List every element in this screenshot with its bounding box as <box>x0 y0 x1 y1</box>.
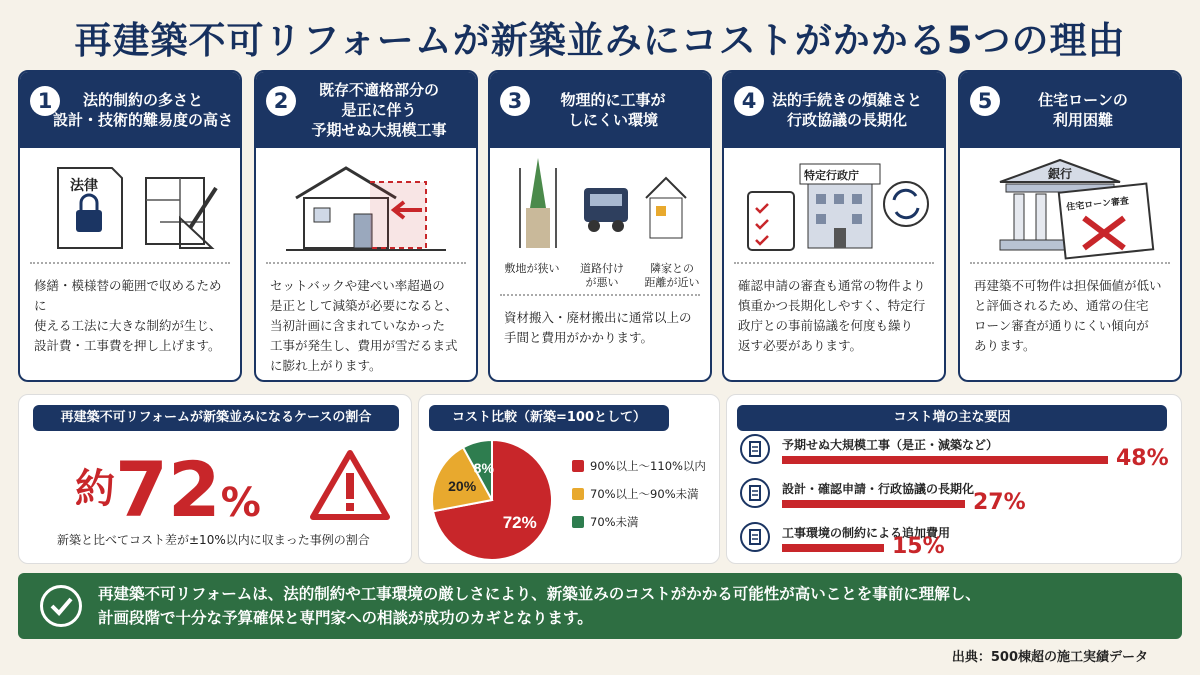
card-title: 法的制約の多さと 設計・技術的難易度の高さ <box>52 91 233 129</box>
site-conditions-icon <box>500 148 704 258</box>
legend-swatch <box>572 516 584 528</box>
cost-pie-chart <box>427 435 557 565</box>
legend-label: 70%未満 <box>590 515 639 529</box>
warning-icon <box>309 447 391 521</box>
government-building-icon <box>734 148 938 264</box>
card-body: 確認申請の審査も通常の物件より 慎重かつ長期化しやすく、特定行 政庁との事前協議を何度も繰り 返す必要があります。 <box>738 278 926 353</box>
reason-card-4 <box>722 70 946 382</box>
stat-value: 72 <box>115 445 221 534</box>
factor-value-1: 27% <box>973 490 1026 515</box>
stat-header: 再建築不可リフォームが新築並みになるケースの割合 <box>33 405 399 431</box>
law-illustration <box>30 148 230 264</box>
factor-value-0: 48% <box>1116 446 1169 471</box>
factors-header: コスト増の主な要因 <box>737 405 1167 431</box>
reason-card-2 <box>254 70 478 382</box>
pie-label-0: 72% <box>502 512 537 532</box>
card-body: 修繕・模様替の範囲で収めるために 使える工法に大きな制約が生じ、 設計費・工事費を押し上げます。 <box>34 278 222 353</box>
factor-label-2: 工事環境の制約による追加費用 <box>782 526 951 540</box>
reason-card-3 <box>488 70 712 382</box>
card-body: 再建築不可物件は担保価値が低い と評価されるため、通常の住宅 ローン審査が通りにくい傾向が あります。 <box>974 278 1162 353</box>
pie-label-1: 20% <box>448 477 477 494</box>
clipboard-icon <box>740 478 770 508</box>
card-body: 資材搬入・廃材搬出に通常以上の 手間と費用がかかります。 <box>504 310 692 345</box>
source-note: 出典：500棟超の施工実績データ <box>951 650 1148 665</box>
factor-bar-2 <box>782 544 884 552</box>
stat-unit: % <box>220 480 261 526</box>
tag-road-access: 道路付け が悪い <box>580 262 624 289</box>
legend-item-1 <box>572 486 699 502</box>
factor-value-2: 15% <box>892 534 945 559</box>
card-number: 2 <box>266 86 296 116</box>
loan-review-label: 住宅ローン審査 <box>1065 196 1130 214</box>
stat-value-group <box>75 445 261 534</box>
conclusion-banner <box>18 573 1182 639</box>
reason-card-1 <box>18 70 242 382</box>
card-header <box>490 72 710 148</box>
conclusion-text: 再建築不可リフォームは、法的制約や工事環境の厳しさにより、新築並みのコストがかかる可能性が高いことを事前に理解し、 計画段階で十分な予算確保と専門家への相談が成功のカギとなります。 <box>98 585 981 627</box>
bank-illustration <box>970 148 1170 264</box>
card-number: 5 <box>970 86 1000 116</box>
stat-caption: 新築と比べてコスト差が±10%以内に収まった事例の割合 <box>57 533 370 547</box>
card-body: セットバックや建ぺい率超過の 是正として減築が必要になると、 当初計画に含まれていなかった 工事が発生し、費用が雪だるま式 に膨れ上がります。 <box>270 278 458 373</box>
check-icon <box>40 585 82 627</box>
pie-label-2: 8% <box>473 460 494 477</box>
card-number: 4 <box>734 86 764 116</box>
legend-swatch <box>572 460 584 472</box>
stat-panel <box>18 394 412 564</box>
legend-label: 90%以上～110%以内 <box>590 459 706 473</box>
legend-label: 70%以上～90%未満 <box>590 487 699 501</box>
bank-label: 銀行 <box>1048 167 1073 181</box>
truck-icon <box>740 522 770 552</box>
site-illustration <box>500 148 700 296</box>
legend-swatch <box>572 488 584 500</box>
card-header <box>960 72 1180 148</box>
card-number: 1 <box>30 86 60 116</box>
government-illustration <box>734 148 934 264</box>
stat-prefix: 約 <box>75 466 115 512</box>
card-number: 3 <box>500 86 530 116</box>
house-illustration <box>266 148 466 264</box>
card-header <box>256 72 476 148</box>
law-document-icon <box>30 148 234 264</box>
page-title: 再建築不可リフォームが新築並みにコストがかかる5つの理由 <box>74 19 1126 62</box>
card-header <box>20 72 240 148</box>
tools-icon <box>740 434 770 464</box>
legend-item-0 <box>572 458 706 474</box>
factor-bar-0 <box>782 456 1108 464</box>
factor-bar-1 <box>782 500 965 508</box>
factor-label-1: 設計・確認申請・行政協議の長期化 <box>782 482 975 496</box>
legend-item-2 <box>572 514 639 530</box>
reason-card-5 <box>958 70 1182 382</box>
factor-label-0: 予期せぬ大規模工事（是正・減築など） <box>782 438 999 452</box>
card-title: 法的手続きの煩雑さと 行政協議の長期化 <box>771 91 922 129</box>
bank-icon <box>970 148 1174 264</box>
cost-comparison-panel <box>418 394 720 564</box>
house-icon <box>266 148 470 264</box>
government-label: 特定行政庁 <box>804 169 859 182</box>
law-label: 法律 <box>70 178 98 194</box>
tag-narrow-lot: 敷地が狭い <box>504 262 560 275</box>
card-title: 既存不適格部分の 是正に伴う 予期せぬ大規模工事 <box>311 81 447 139</box>
tag-neighbor-distance: 隣家との 距離が近い <box>644 262 700 289</box>
card-title: 住宅ローンの 利用困難 <box>1038 91 1128 129</box>
card-title: 物理的に工事が しにくい環境 <box>560 91 666 129</box>
chart-title: コスト比較（新築=100として） <box>429 405 669 431</box>
card-header <box>724 72 944 148</box>
